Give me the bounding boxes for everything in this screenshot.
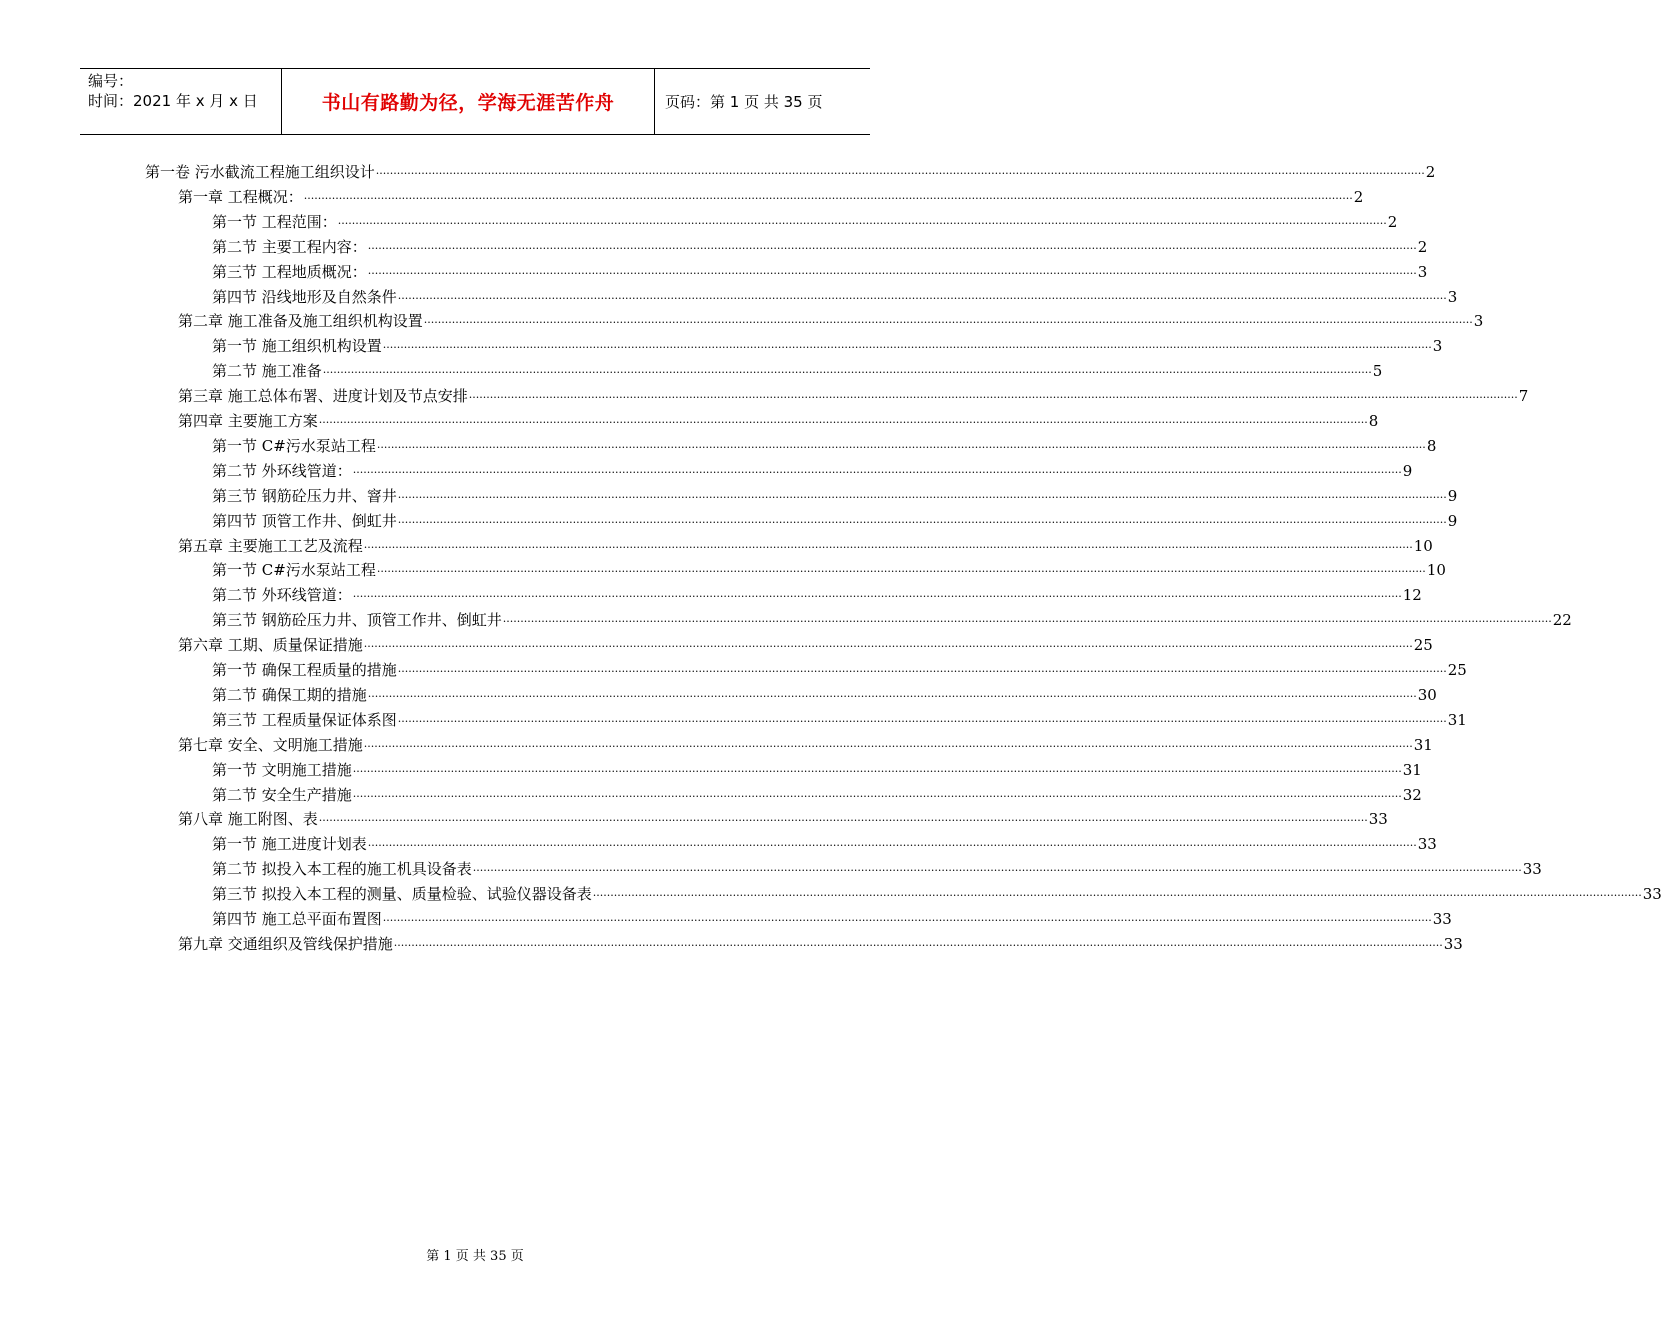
toc-entry-title: 第二章 施工准备及施工组织机构设置 xyxy=(178,312,423,331)
page-header-table xyxy=(80,68,870,135)
toc-entry-title: 第九章 交通组织及管线保护措施 xyxy=(178,934,393,953)
toc-entry[interactable] xyxy=(212,258,1428,282)
toc-dot-leader: ............................................................................................................................................................................................................................................................................................................ xyxy=(363,637,1413,651)
toc-dot-leader: ............................................................................................................................................................................................................................................................................................................ xyxy=(318,811,1368,825)
toc-dot-leader: ............................................................................................................................................................................................................................................................................................................ xyxy=(397,512,1447,526)
toc-entry-title: 第六章 工期、质量保证措施 xyxy=(178,636,363,655)
toc-entry-page: 33 xyxy=(1522,860,1542,879)
toc-entry-page: 31 xyxy=(1447,710,1467,729)
toc-entry-page: 2 xyxy=(1417,237,1428,256)
toc-dot-leader: ............................................................................................................................................................................................................................................................................................................ xyxy=(423,313,1473,327)
toc-entry-title: 第一章 工程概况： xyxy=(178,187,303,206)
toc-entry[interactable] xyxy=(212,332,1443,356)
toc-entry-title: 第一节 施工进度计划表 xyxy=(212,835,367,854)
toc-entry-page: 31 xyxy=(1402,760,1422,779)
toc-entry-page: 32 xyxy=(1402,785,1422,804)
toc-dot-leader: ............................................................................................................................................................................................................................................................................................................ xyxy=(318,413,1368,426)
toc-entry-page: 12 xyxy=(1402,586,1422,605)
toc-dot-leader: ............................................................................................................................................................................................................................................................................................................ xyxy=(367,263,1417,277)
toc-dot-leader: ............................................................................................................................................................................................................................................................................................................ xyxy=(337,213,1387,227)
toc-dot-leader: ............................................................................................................................................................................................................................................................................................................ xyxy=(376,437,1426,451)
toc-entry[interactable] xyxy=(212,482,1458,506)
toc-entry-title: 第八章 施工附图、表 xyxy=(178,810,318,829)
page-footer: 第 1 页 共 35 页 xyxy=(426,1249,524,1264)
toc-entry-title: 第二节 外环线管道： xyxy=(212,461,352,480)
toc-entry-page: 33 xyxy=(1443,934,1463,953)
toc-entry-title: 第二节 拟投入本工程的施工机具设备表 xyxy=(212,860,472,879)
toc-entry-page: 8 xyxy=(1368,412,1379,430)
toc-entry-page: 5 xyxy=(1372,362,1383,381)
toc-dot-leader: ............................................................................................................................................................................................................................................................................................................ xyxy=(397,288,1447,302)
toc-dot-leader: ............................................................................................................................................................................................................................................................................................................ xyxy=(367,686,1417,700)
toc-entry-page: 7 xyxy=(1518,387,1529,406)
toc-entry-title: 第一节 C#污水泵站工程 xyxy=(212,436,376,455)
toc-entry[interactable] xyxy=(178,930,1463,954)
toc-entry-title: 第三节 拟投入本工程的测量、质量检验、试验仪器设备表 xyxy=(212,885,592,904)
toc-dot-leader: ............................................................................................................................................................................................................................................................................................................ xyxy=(592,886,1642,900)
toc-entry-page: 33 xyxy=(1368,810,1388,829)
toc-entry[interactable] xyxy=(178,183,1364,207)
toc-dot-leader: ............................................................................................................................................................................................................................................................................................................ xyxy=(382,338,1432,352)
toc-entry[interactable] xyxy=(212,556,1446,580)
toc-entry[interactable] xyxy=(212,706,1467,730)
toc-entry[interactable] xyxy=(178,731,1433,755)
toc-entry[interactable] xyxy=(212,507,1458,531)
toc-entry[interactable] xyxy=(212,208,1398,232)
header-meta-cell xyxy=(80,69,282,134)
toc-entry[interactable] xyxy=(145,158,1436,182)
toc-entry-page: 2 xyxy=(1353,187,1364,206)
toc-entry-title: 第二节 外环线管道： xyxy=(212,586,352,605)
toc-entry-title: 第三节 工程地质概况： xyxy=(212,262,367,281)
toc-entry[interactable] xyxy=(212,432,1437,456)
toc-entry[interactable] xyxy=(212,233,1428,257)
toc-entry-title: 第五章 主要施工工艺及流程 xyxy=(178,536,363,555)
toc-dot-leader: ............................................................................................................................................................................................................................................................................................................ xyxy=(397,487,1447,501)
header-page-info: 页码：第 1 页 共 35 页 xyxy=(665,93,823,111)
toc-entry[interactable] xyxy=(212,357,1383,381)
toc-entry-title: 第四节 沿线地形及自然条件 xyxy=(212,287,397,306)
toc-entry-title: 第一节 文明施工措施 xyxy=(212,760,352,779)
toc-dot-leader: ............................................................................................................................................................................................................................................................................................................ xyxy=(397,711,1447,725)
toc-dot-leader: ............................................................................................................................................................................................................................................................................................................ xyxy=(303,188,1353,202)
toc-dot-leader: ............................................................................................................................................................................................................................................................................................................ xyxy=(472,861,1522,875)
toc-entry-title: 第二节 确保工期的措施 xyxy=(212,685,367,704)
toc-entry[interactable] xyxy=(212,656,1467,680)
toc-entry-page: 10 xyxy=(1413,536,1433,555)
toc-dot-leader: ............................................................................................................................................................................................................................................................................................................ xyxy=(363,537,1413,551)
toc-entry-title: 第三节 钢筋砼压力井、窨井 xyxy=(212,486,397,505)
toc-entry-page: 33 xyxy=(1417,835,1437,854)
toc-entry[interactable] xyxy=(212,880,1662,904)
toc-dot-leader: ............................................................................................................................................................................................................................................................................................................ xyxy=(502,612,1552,626)
toc-entry-page: 25 xyxy=(1413,636,1433,655)
toc-dot-leader: ............................................................................................................................................................................................................................................................................................................ xyxy=(352,587,1402,601)
toc-entry-title: 第七章 安全、文明施工措施 xyxy=(178,735,363,754)
toc-entry-page: 30 xyxy=(1417,685,1437,704)
toc-entry-page: 8 xyxy=(1426,436,1437,455)
header-serial-number: 编号： xyxy=(88,72,134,90)
toc-dot-leader: ............................................................................................................................................................................................................................................................................................................ xyxy=(397,662,1447,675)
toc-entry[interactable] xyxy=(212,855,1542,879)
toc-entry-page: 2 xyxy=(1425,163,1436,181)
toc-entry-page: 3 xyxy=(1473,312,1484,331)
toc-entry-page: 10 xyxy=(1426,561,1446,580)
toc-entry[interactable] xyxy=(178,407,1379,431)
toc-entry[interactable] xyxy=(212,781,1422,805)
toc-entry[interactable] xyxy=(178,532,1433,556)
toc-entry[interactable] xyxy=(212,606,1572,630)
toc-entry[interactable] xyxy=(178,307,1484,331)
toc-entry-title: 第一节 施工组织机构设置 xyxy=(212,337,382,356)
toc-entry-page: 3 xyxy=(1432,337,1443,356)
toc-dot-leader: ............................................................................................................................................................................................................................................................................................................ xyxy=(367,836,1417,850)
toc-entry-page: 25 xyxy=(1447,661,1467,679)
toc-entry-page: 9 xyxy=(1402,461,1413,480)
toc-dot-leader: ............................................................................................................................................................................................................................................................................................................ xyxy=(363,736,1413,750)
toc-entry[interactable] xyxy=(212,830,1437,854)
toc-entry-title: 第二节 安全生产措施 xyxy=(212,785,352,804)
toc-entry[interactable] xyxy=(178,631,1433,655)
toc-entry-title: 第一节 C#污水泵站工程 xyxy=(212,561,376,580)
toc-dot-leader: ............................................................................................................................................................................................................................................................................................................ xyxy=(468,388,1518,402)
toc-entry-title: 第二节 施工准备 xyxy=(212,362,322,381)
toc-entry-page: 31 xyxy=(1413,735,1433,754)
toc-entry-page: 2 xyxy=(1387,212,1398,231)
toc-dot-leader: ............................................................................................................................................................................................................................................................................................................ xyxy=(393,935,1443,949)
toc-entry[interactable] xyxy=(212,457,1413,481)
toc-entry-title: 第二节 主要工程内容： xyxy=(212,237,367,256)
toc-dot-leader: ............................................................................................................................................................................................................................................................................................................ xyxy=(352,786,1402,800)
toc-entry-title: 第四节 顶管工作井、倒虹井 xyxy=(212,511,397,530)
toc-dot-leader: ............................................................................................................................................................................................................................................................................................................ xyxy=(382,911,1432,924)
header-motto: 书山有路勤为径，学海无涯苦作舟 xyxy=(282,69,655,134)
toc-entry-title: 第三节 钢筋砼压力井、顶管工作井、倒虹井 xyxy=(212,611,502,630)
toc-entry[interactable] xyxy=(178,805,1388,829)
toc-entry-title: 第四节 施工总平面布置图 xyxy=(212,910,382,928)
toc-entry[interactable] xyxy=(212,756,1422,780)
toc-entry-page: 33 xyxy=(1432,910,1452,928)
toc-entry-title: 第四章 主要施工方案 xyxy=(178,412,318,430)
toc-dot-leader: ............................................................................................................................................................................................................................................................................................................ xyxy=(352,761,1402,775)
toc-entry-page: 9 xyxy=(1447,486,1458,505)
toc-entry[interactable] xyxy=(178,382,1529,406)
toc-entry-title: 第一节 工程范围： xyxy=(212,212,337,231)
toc-entry-title: 第一卷 污水截流工程施工组织设计 xyxy=(145,163,375,181)
toc-entry-page: 9 xyxy=(1447,511,1458,530)
toc-entry-title: 第三节 工程质量保证体系图 xyxy=(212,710,397,729)
toc-dot-leader: ............................................................................................................................................................................................................................................................................................................ xyxy=(367,238,1417,252)
toc-entry-page: 22 xyxy=(1552,611,1572,630)
toc-entry[interactable] xyxy=(212,681,1437,705)
toc-dot-leader: ............................................................................................................................................................................................................................................................................................................ xyxy=(375,164,1425,177)
toc-entry[interactable] xyxy=(212,283,1458,307)
toc-dot-leader: ............................................................................................................................................................................................................................................................................................................ xyxy=(352,462,1402,476)
header-date: 时间：2021 年 x 月 x 日 xyxy=(88,92,258,110)
toc-entry[interactable] xyxy=(212,581,1422,605)
toc-entry-title: 第三章 施工总体布署、进度计划及节点安排 xyxy=(178,387,468,406)
toc-entry-page: 3 xyxy=(1417,262,1428,281)
toc-entry-page: 33 xyxy=(1642,885,1662,904)
toc-entry[interactable] xyxy=(212,905,1452,929)
toc-entry-title: 第一节 确保工程质量的措施 xyxy=(212,661,397,679)
toc-entry-page: 3 xyxy=(1447,287,1458,306)
toc-dot-leader: ............................................................................................................................................................................................................................................................................................................ xyxy=(376,562,1426,576)
toc-dot-leader: ............................................................................................................................................................................................................................................................................................................ xyxy=(322,363,1372,377)
